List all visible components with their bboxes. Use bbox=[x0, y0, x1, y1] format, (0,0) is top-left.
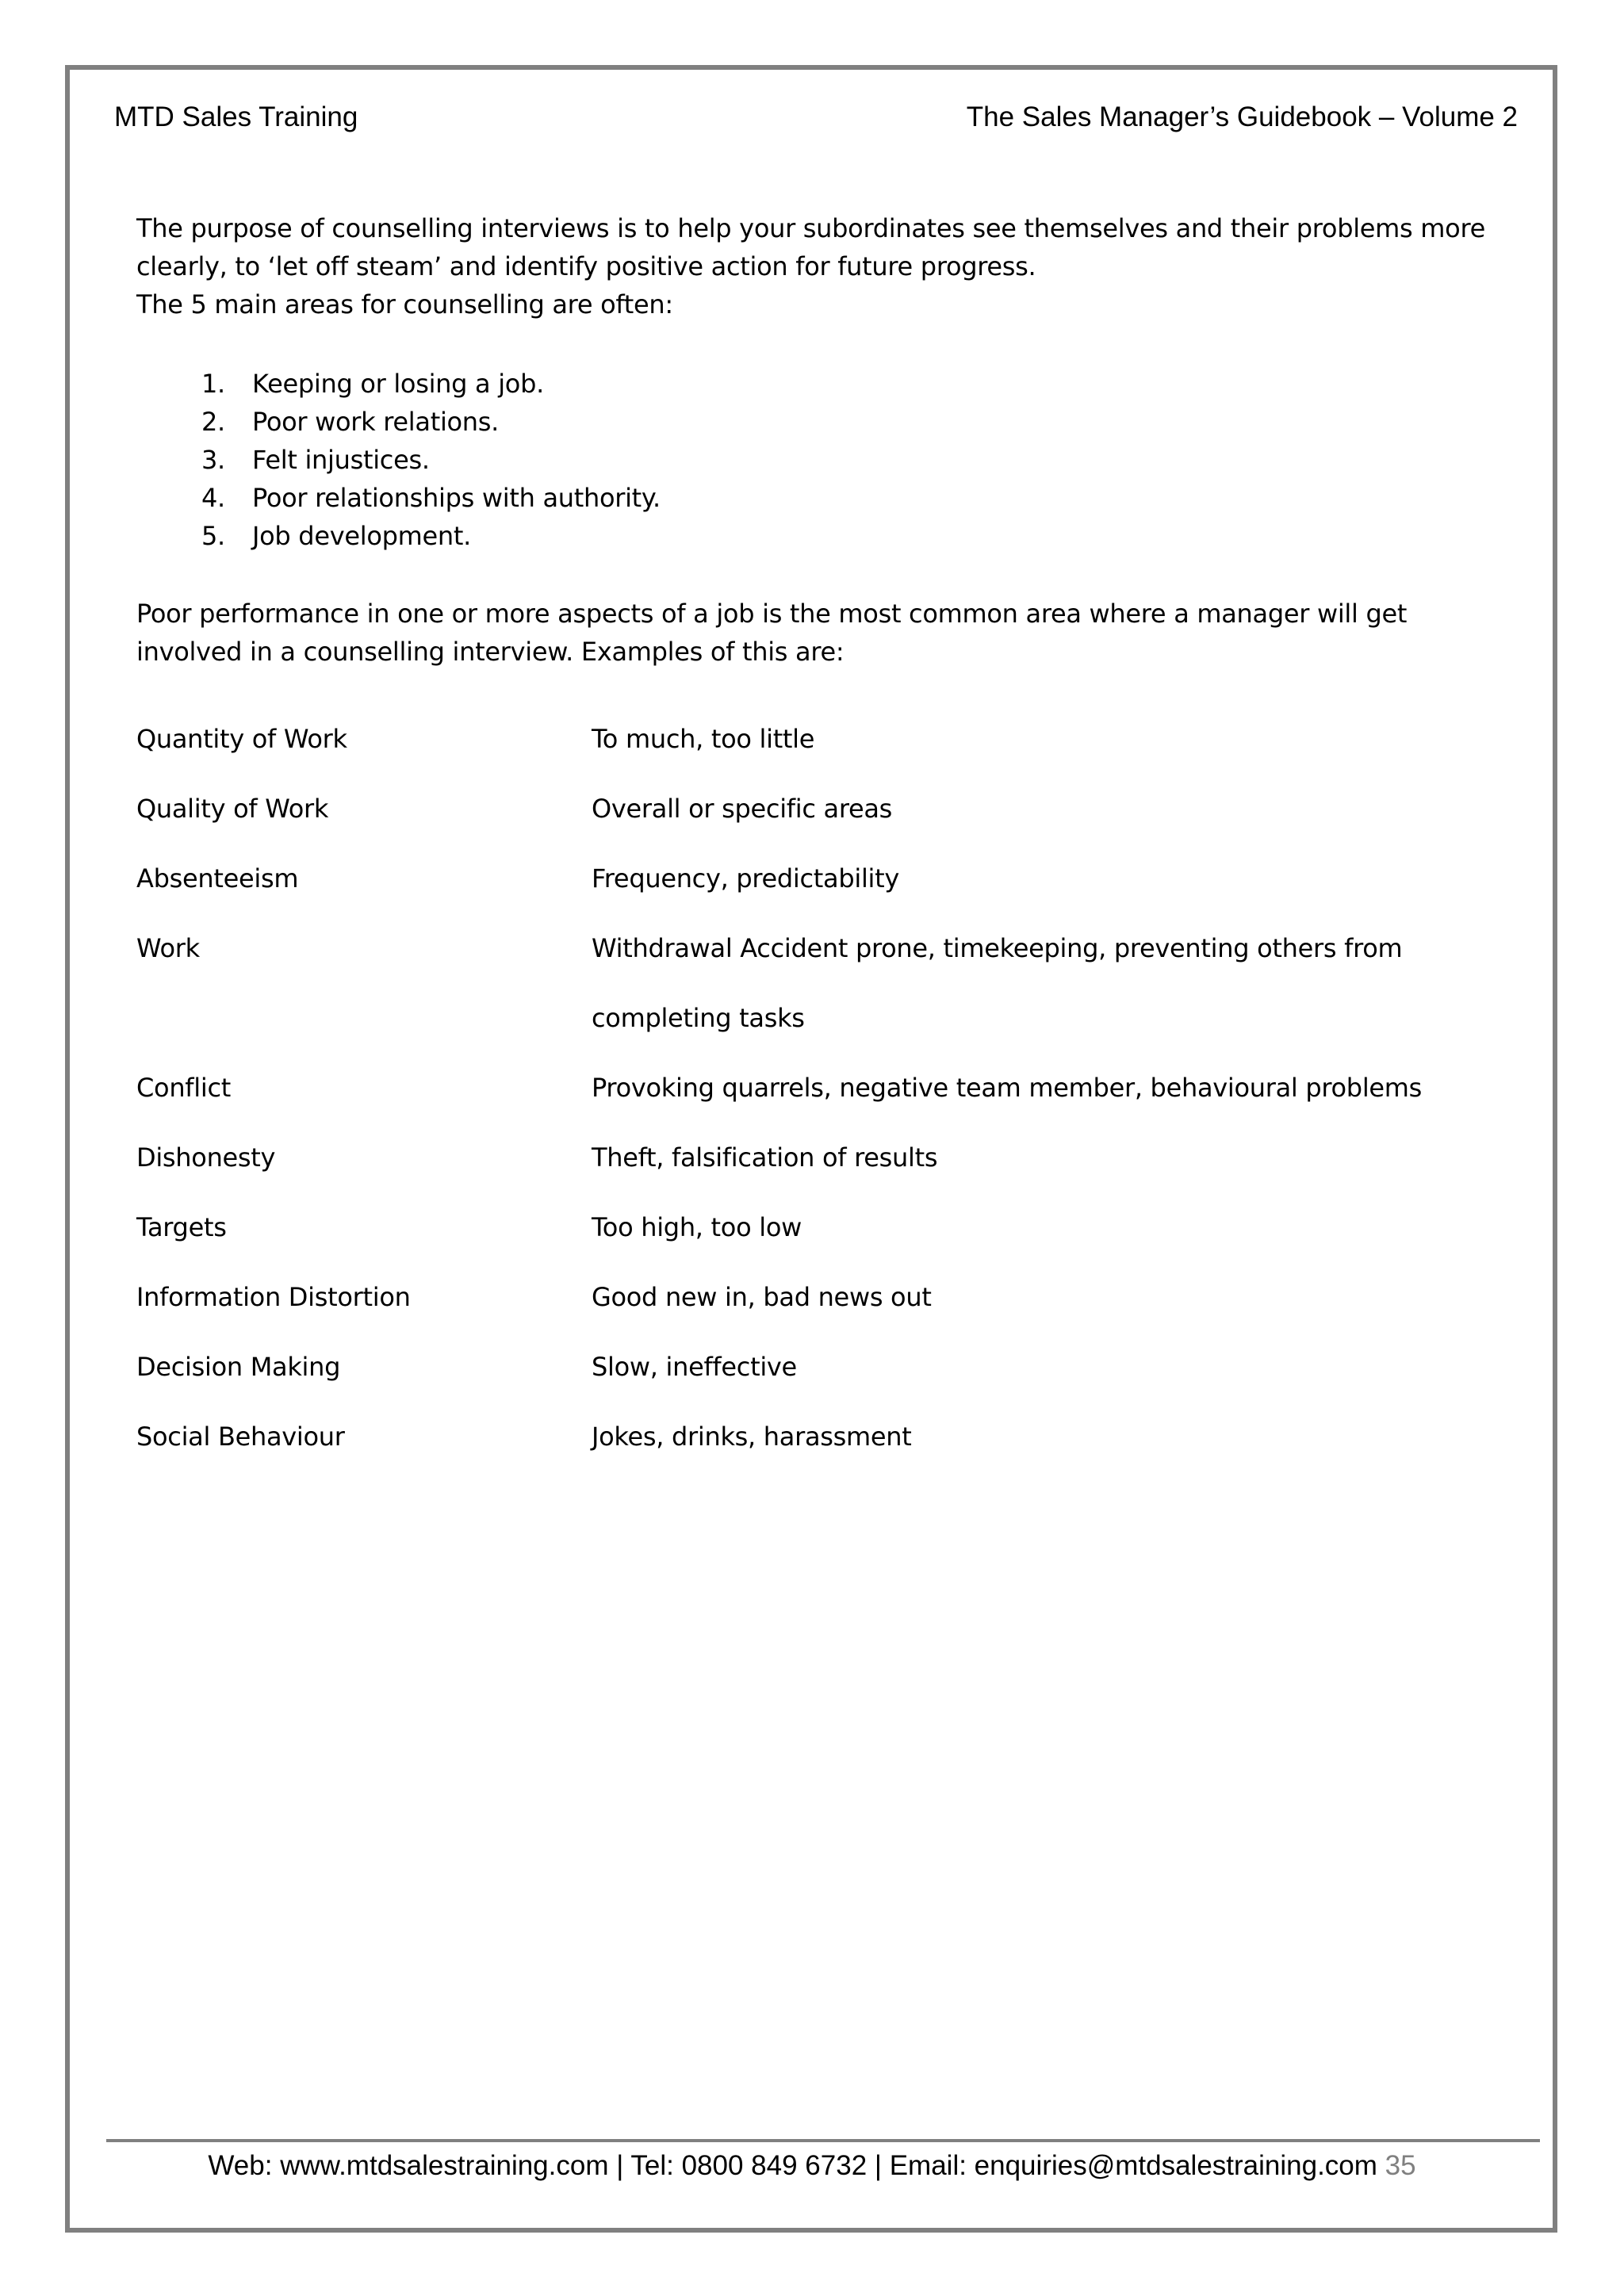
example-detail: To much, too little bbox=[592, 724, 815, 754]
list-item-text: Poor relationships with authority. bbox=[252, 483, 661, 513]
counselling-areas-list bbox=[201, 365, 661, 555]
footer-divider bbox=[106, 2139, 1540, 2142]
example-detail: Too high, too low bbox=[592, 1212, 802, 1242]
example-area: Absenteeism bbox=[136, 863, 299, 894]
list-item-text: Job development. bbox=[252, 521, 471, 551]
example-row bbox=[136, 1402, 1516, 1471]
example-row bbox=[136, 1262, 1516, 1332]
example-row bbox=[136, 913, 1516, 983]
example-area: Work bbox=[136, 933, 200, 963]
example-area: Quality of Work bbox=[136, 794, 329, 824]
example-area: Decision Making bbox=[136, 1352, 341, 1382]
list-number: 3. bbox=[201, 445, 225, 475]
list-item-text: Felt injustices. bbox=[252, 445, 430, 475]
example-row bbox=[136, 1123, 1516, 1192]
list-item-text: Keeping or losing a job. bbox=[252, 369, 544, 399]
example-row bbox=[136, 704, 1516, 774]
example-area: Quantity of Work bbox=[136, 724, 347, 754]
example-detail: Slow, ineffective bbox=[592, 1352, 797, 1382]
header-book-title: The Sales Manager’s Guidebook – Volume 2 bbox=[966, 101, 1518, 132]
example-area: Social Behaviour bbox=[136, 1422, 345, 1452]
list-item bbox=[201, 441, 661, 479]
example-row bbox=[136, 1192, 1516, 1262]
list-item bbox=[201, 403, 661, 441]
intro-areas-lead: The 5 main areas for counselling are often: bbox=[136, 289, 673, 320]
example-detail: Provoking quarrels, negative team member, behavioural problems bbox=[592, 1073, 1423, 1103]
example-detail: Theft, falsification of results bbox=[592, 1142, 938, 1173]
intro-section bbox=[136, 209, 1516, 323]
example-detail: Good new in, bad news out bbox=[592, 1282, 932, 1312]
example-detail: completing tasks bbox=[592, 1003, 805, 1033]
list-item bbox=[201, 365, 661, 403]
list-number: 2. bbox=[201, 407, 225, 437]
list-number: 1. bbox=[201, 369, 225, 399]
list-number: 5. bbox=[201, 521, 225, 551]
example-row bbox=[136, 1053, 1516, 1123]
footer-contact-info: Web: www.mtdsalestraining.com | Tel: 0800 849 6732 | Email: enquiries@mtdsalestraining.com bbox=[208, 2150, 1377, 2181]
example-area: Information Distortion bbox=[136, 1282, 411, 1312]
intro-paragraph: The purpose of counselling interviews is to help your subordinates see themselves and their problems more clearly, to ‘let off steam’ and identify positive action for future progress. bbox=[136, 213, 1485, 281]
example-row bbox=[136, 774, 1516, 844]
example-detail: Overall or specific areas bbox=[592, 794, 893, 824]
performance-examples-table bbox=[136, 704, 1516, 1471]
list-item-text: Poor work relations. bbox=[252, 407, 500, 437]
example-row bbox=[136, 983, 1516, 1053]
list-number: 4. bbox=[201, 483, 225, 513]
list-item bbox=[201, 517, 661, 555]
example-area: Targets bbox=[136, 1212, 227, 1242]
performance-paragraph: Poor performance in one or more aspects of a job is the most common area where a manager will get involved in a counselling interview. Examples of this are: bbox=[136, 599, 1408, 667]
example-area: Conflict bbox=[136, 1073, 231, 1103]
example-detail: Frequency, predictability bbox=[592, 863, 900, 894]
footer bbox=[0, 2147, 1624, 2185]
page-number: 35 bbox=[1385, 2150, 1416, 2181]
example-area: Dishonesty bbox=[136, 1142, 276, 1173]
example-row bbox=[136, 1332, 1516, 1402]
header-company-name: MTD Sales Training bbox=[114, 101, 358, 132]
list-item bbox=[201, 479, 661, 517]
example-area bbox=[136, 983, 592, 1053]
example-row bbox=[136, 844, 1516, 913]
example-detail: Withdrawal Accident prone, timekeeping, preventing others from bbox=[592, 933, 1403, 963]
example-detail: Jokes, drinks, harassment bbox=[592, 1422, 912, 1452]
